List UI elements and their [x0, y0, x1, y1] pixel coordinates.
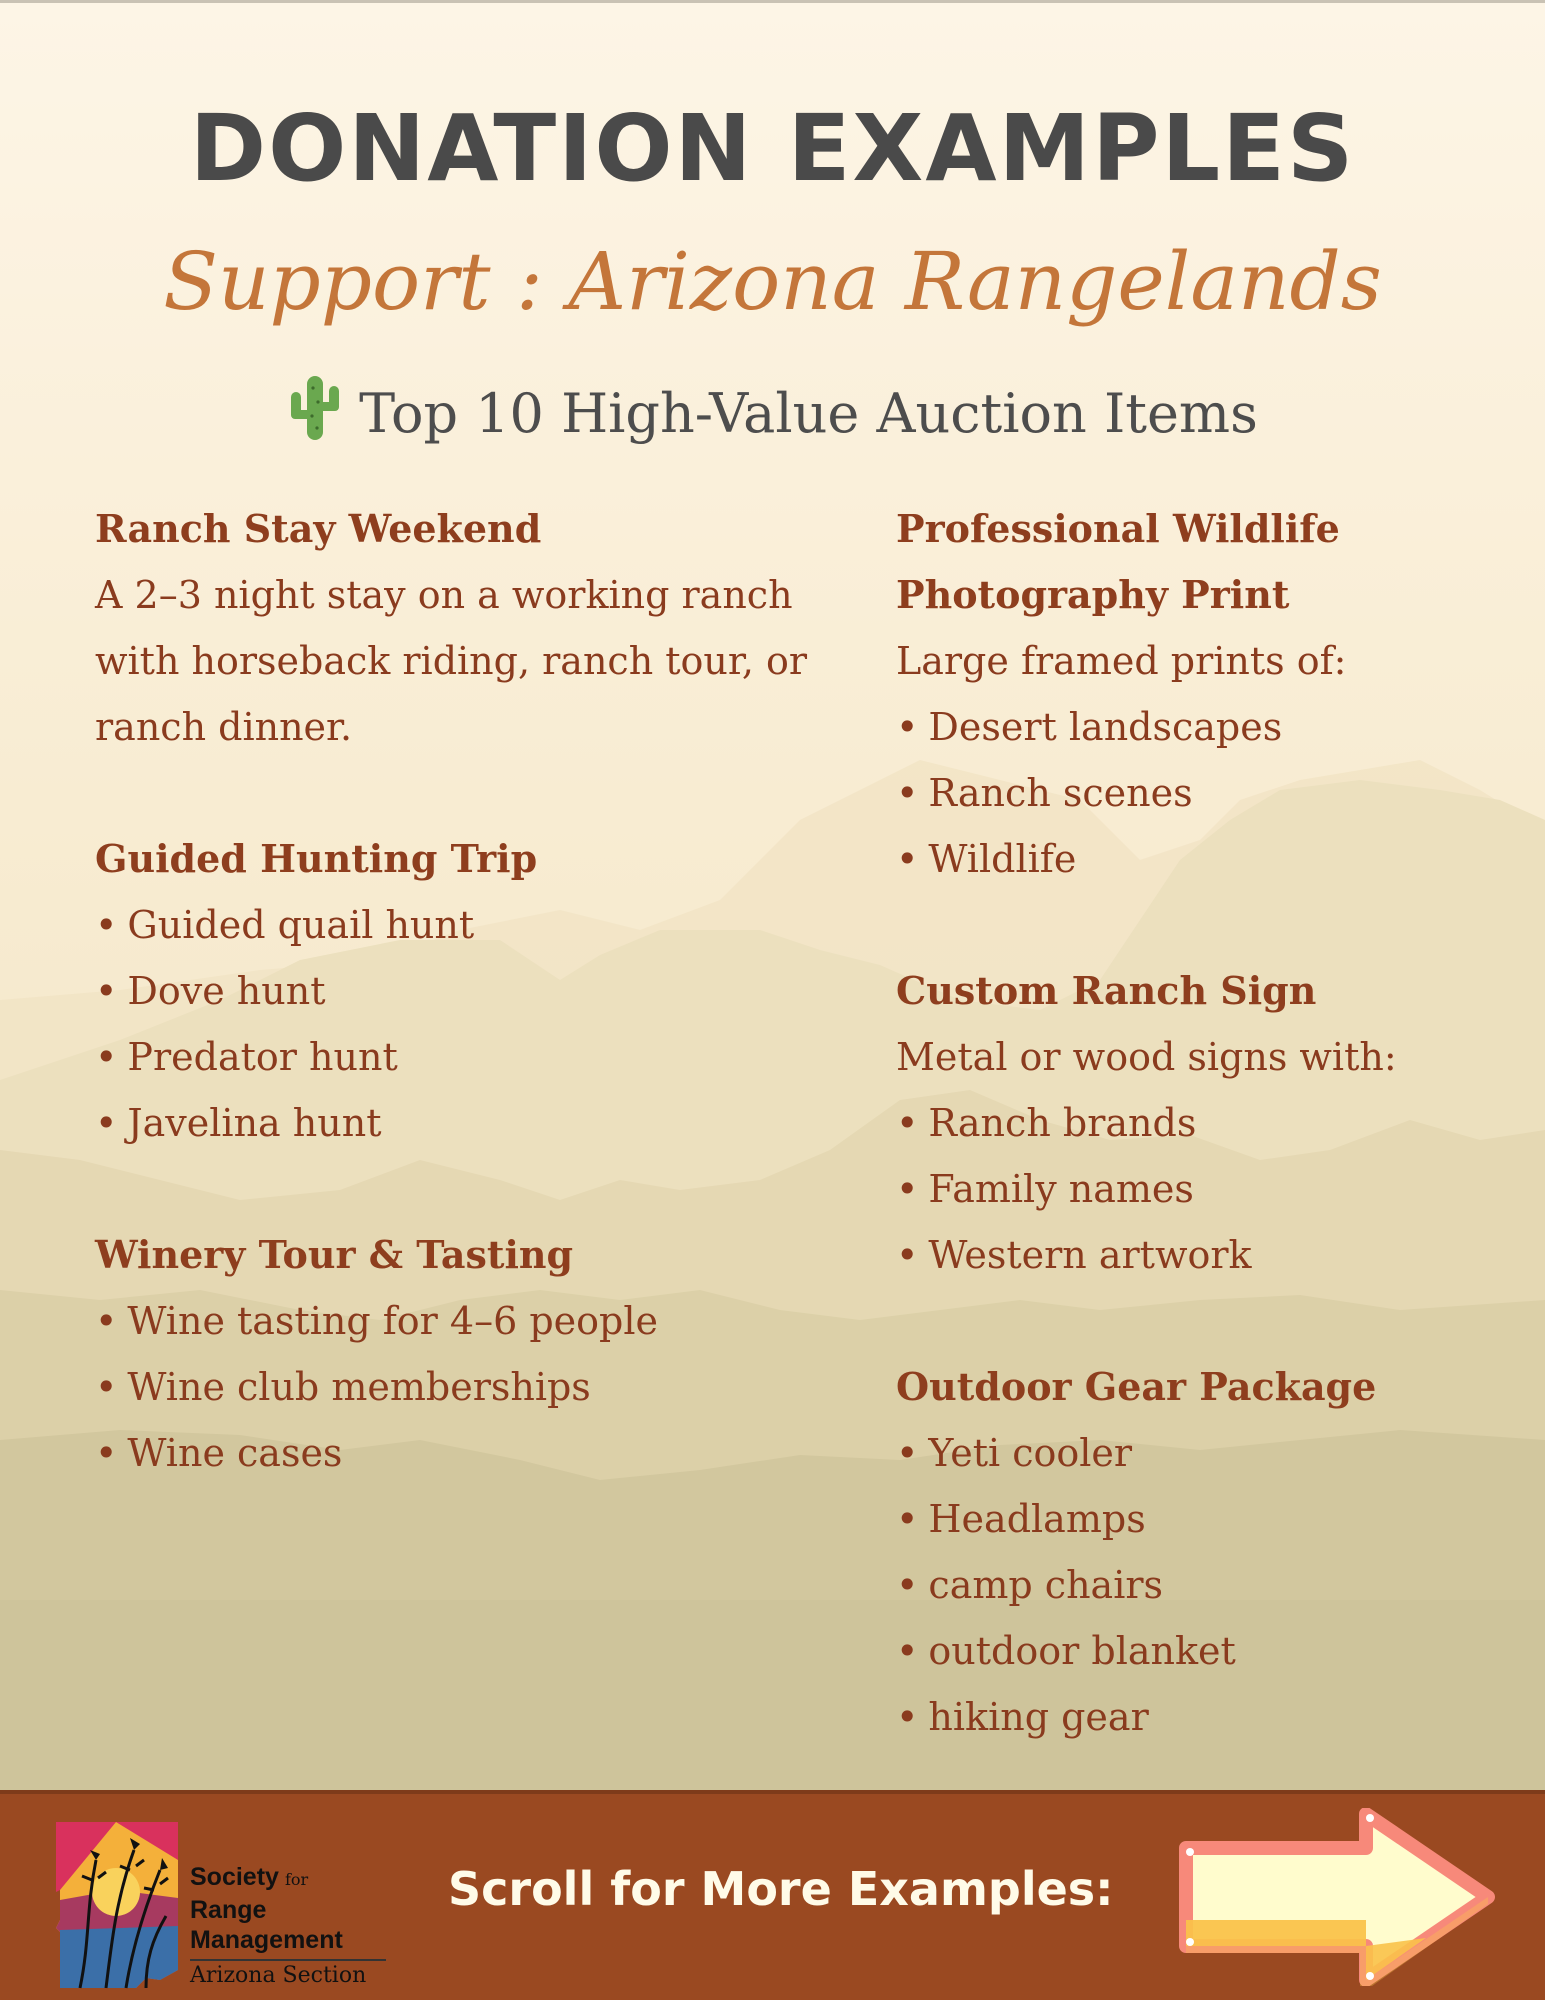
footer-bar: [0, 1790, 1545, 2000]
bullet-list: [896, 1420, 1516, 1750]
list-item: • Ranch scenes: [896, 760, 1516, 826]
list-item: • Predator hunt: [95, 1024, 815, 1090]
logo-range: Range: [190, 1896, 267, 1924]
item-intro: Large framed prints of:: [896, 639, 1347, 683]
next-page-arrow-button[interactable]: [1176, 1808, 1498, 1986]
list-item: • outdoor blanket: [896, 1618, 1516, 1684]
logo-society: Society: [190, 1863, 279, 1891]
tagline-text: Top 10 High-Value Auction Items: [359, 382, 1258, 445]
list-item: • Wine cases: [95, 1420, 815, 1486]
list-item: • Dove hunt: [95, 958, 815, 1024]
logo-for: for: [284, 1870, 309, 1889]
item-title: Custom Ranch Sign: [896, 968, 1317, 1013]
list-item: • Western artwork: [896, 1222, 1516, 1288]
winery-item: [95, 1222, 815, 1486]
logo-management: Management: [190, 1926, 343, 1954]
outdoor-gear-item: [896, 1354, 1516, 1750]
list-item: • Desert landscapes: [896, 694, 1516, 760]
item-title: Ranch Stay Weekend: [95, 506, 542, 551]
right-column: [896, 496, 1516, 1816]
tagline: [0, 372, 1545, 451]
top-border: [0, 0, 1545, 3]
list-item: • Yeti cooler: [896, 1420, 1516, 1486]
list-item: • Guided quail hunt: [95, 892, 815, 958]
ranch-stay-item: [95, 496, 815, 760]
bullet-list: [896, 1090, 1516, 1288]
bullet-list: [95, 1288, 815, 1486]
logo-arizona-section: Arizona Section: [190, 1959, 386, 1988]
list-item: • Wildlife: [896, 826, 1516, 892]
list-item: • hiking gear: [896, 1684, 1516, 1750]
item-description: A 2–3 night stay on a working ranch with horseback riding, ranch tour, or ranch dinner.: [95, 573, 808, 749]
subtitle: Support : Arizona Rangelands: [163, 235, 1382, 328]
scroll-label: Scroll for More Examples:: [448, 1862, 1114, 1916]
item-title: Outdoor Gear Package: [896, 1364, 1377, 1409]
bullet-list: [95, 892, 815, 1156]
footer-divider: [0, 1790, 1545, 1794]
list-item: • Headlamps: [896, 1486, 1516, 1552]
list-item: • Wine tasting for 4–6 people: [95, 1288, 815, 1354]
hunting-item: [95, 826, 815, 1156]
srm-logo: [56, 1820, 396, 1990]
list-item: • Wine club memberships: [95, 1354, 815, 1420]
item-title: Winery Tour & Tasting: [95, 1232, 574, 1277]
list-item: • Family names: [896, 1156, 1516, 1222]
photography-item: [896, 496, 1516, 892]
bullet-list: [896, 694, 1516, 892]
right-arrow-icon: [1176, 1808, 1498, 1986]
page-title: DONATION EXAMPLES: [189, 95, 1356, 202]
list-item: • camp chairs: [896, 1552, 1516, 1618]
ranch-sign-item: [896, 958, 1516, 1288]
item-title: Professional Wildlife Photography Print: [896, 506, 1340, 617]
logo-text: [190, 1862, 386, 1988]
list-item: • Ranch brands: [896, 1090, 1516, 1156]
item-intro: Metal or wood signs with:: [896, 1035, 1397, 1079]
cactus-icon: [287, 372, 343, 451]
item-title: Guided Hunting Trip: [95, 836, 538, 881]
left-column: [95, 496, 815, 1552]
list-item: • Javelina hunt: [95, 1090, 815, 1156]
